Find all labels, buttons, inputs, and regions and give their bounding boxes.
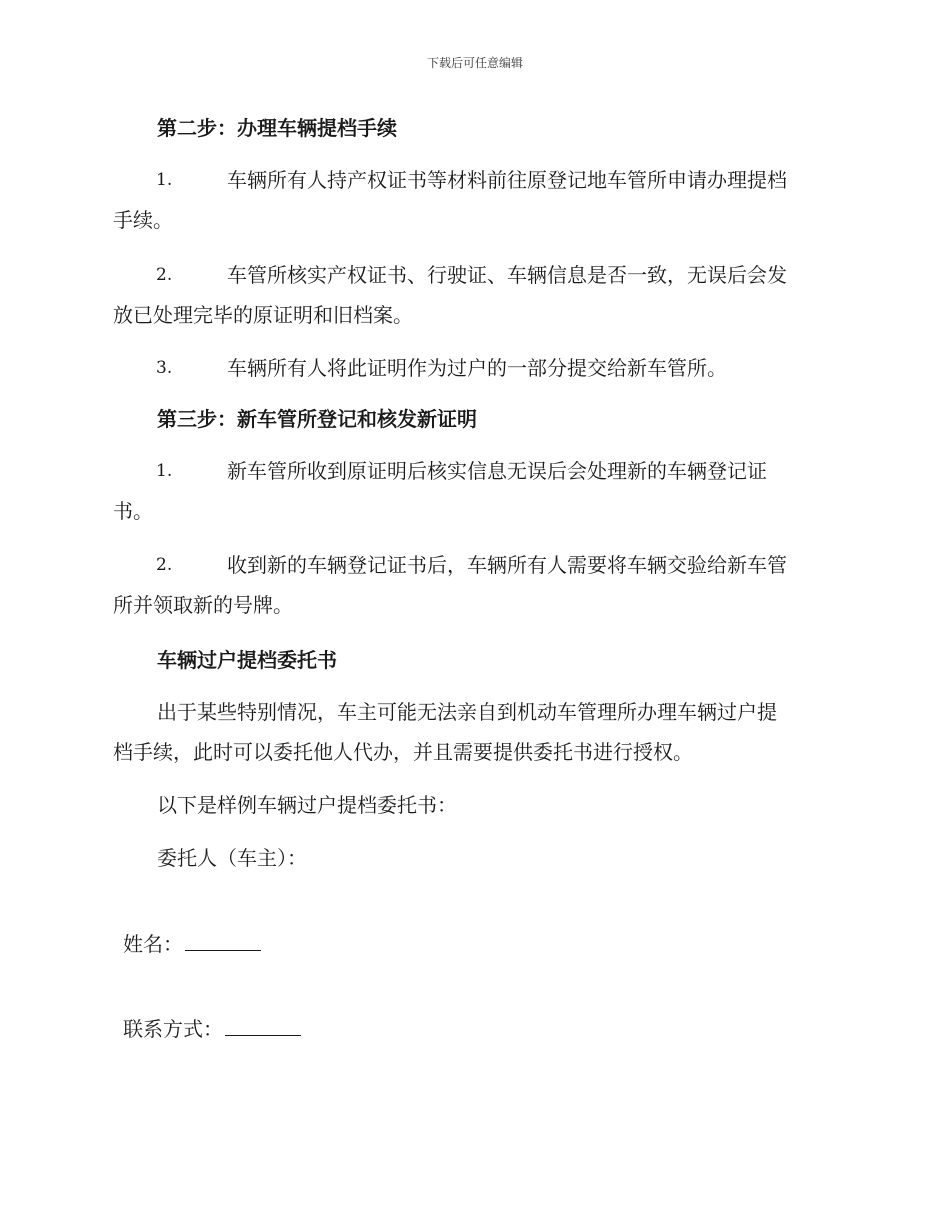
letter-intro-cont: 档手续，此时可以委托他人代办，并且需要提供委托书进行授权。 <box>113 740 693 764</box>
sample-intro: 以下是样例车辆过户提档委托书： <box>157 793 457 817</box>
contact-label: 联系方式： <box>123 1017 223 1041</box>
step3-item1-number: 1. <box>156 461 173 481</box>
step2-item3-number: 3. <box>156 358 173 378</box>
step2-item2-text: 车管所核实产权证书、行驶证、车辆信息是否一致，无误后会发 <box>227 263 787 287</box>
page-header: 下载后可任意编辑 <box>426 56 523 70</box>
letter-intro: 出于某些特别情况，车主可能无法亲自到机动车管理所办理车辆过户提 <box>157 700 777 724</box>
step2-item1-number: 1. <box>156 170 173 190</box>
step2-item2-number: 2. <box>156 265 173 285</box>
contact-blank-line <box>225 1015 301 1036</box>
step2-heading: 第二步：办理车辆提档手续 <box>157 116 397 140</box>
step2-item1-text: 车辆所有人持产权证书等材料前往原登记地车管所申请办理提档 <box>227 168 787 192</box>
step3-item2-text: 收到新的车辆登记证书后，车辆所有人需要将车辆交验给新车管 <box>227 553 787 577</box>
step3-item2-text-cont: 所并领取新的号牌。 <box>113 593 293 617</box>
step3-item1-text-cont: 书。 <box>113 499 153 523</box>
name-label: 姓名： <box>123 932 183 956</box>
step3-item2-number: 2. <box>156 555 173 575</box>
name-blank-line <box>185 930 261 951</box>
step2-item1-text-cont: 手续。 <box>113 208 173 232</box>
step3-item1-text: 新车管所收到原证明后核实信息无误后会处理新的车辆登记证 <box>227 459 767 483</box>
step2-item2-text-cont: 放已处理完毕的原证明和旧档案。 <box>113 303 413 327</box>
letter-heading: 车辆过户提档委托书 <box>157 648 337 672</box>
contact-field-row <box>123 1015 301 1041</box>
principal-label: 委托人（车主）： <box>157 846 307 870</box>
step3-heading: 第三步：新车管所登记和核发新证明 <box>157 407 477 431</box>
step2-item3-text: 车辆所有人将此证明作为过户的一部分提交给新车管所。 <box>227 356 727 380</box>
name-field-row <box>123 930 261 956</box>
